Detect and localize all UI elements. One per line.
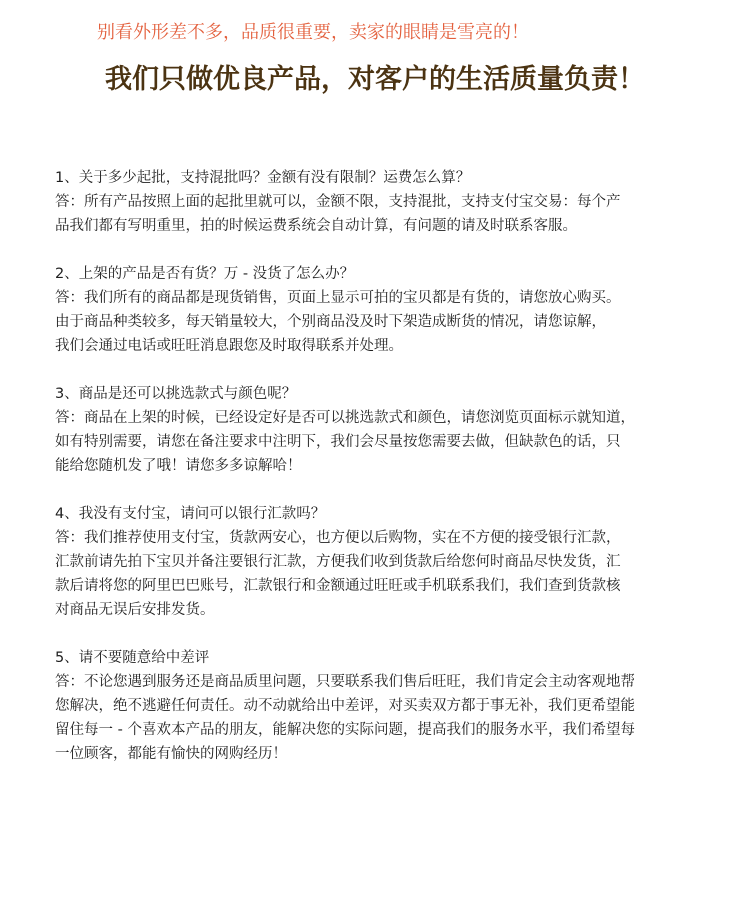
faq-question: 4、我没有支付宝，请问可以银行汇款吗？ — [55, 506, 326, 522]
faq-answer-line: 留住每一 - 个喜欢本产品的朋友，能解决您的实际问题，提高我们的服务水平，我们希望每 — [55, 722, 635, 738]
faq-question: 2、上架的产品是否有货？万 - 没货了怎么办？ — [55, 266, 355, 282]
faq-question: 3、商品是还可以挑选款式与颜色呢？ — [55, 386, 297, 402]
faq-item-5 — [55, 646, 723, 766]
faq-question: 1、关于多少起批，支持混批吗？金额有没有限制？运费怎么算？ — [55, 170, 471, 186]
faq-answer-line: 一位顾客，都能有愉快的网购经历！ — [55, 746, 287, 762]
headline: 我们只做优良产品，对客户的生活质量负责！ — [105, 64, 645, 95]
tagline: 别看外形差不多，品质很重要，卖家的眼睛是雪亮的！ — [97, 22, 529, 43]
faq-answer-line: 答：所有产品按照上面的起批里就可以，金额不限，支持混批，支持支付宝交易：每个产 — [55, 194, 621, 210]
faq-answer-line: 汇款前请先拍下宝贝并备注要银行汇款，方便我们收到货款后给您何时商品尽快发货，汇 — [55, 554, 621, 570]
faq-answer-line: 答：商品在上架的时候，已经设定好是否可以挑选款式和颜色，请您浏览页面标示就知道， — [55, 410, 635, 426]
faq-list — [55, 166, 723, 790]
faq-answer-line: 对商品无误后安排发货。 — [55, 602, 215, 618]
faq-answer-line: 能给您随机发了哦！请您多多谅解哈！ — [55, 458, 302, 474]
faq-answer-line: 款后请将您的阿里巴巴账号，汇款银行和金额通过旺旺或手机联系我们，我们查到货款核 — [55, 578, 621, 594]
faq-answer-line: 答：不论您遇到服务还是商品质里问题，只要联系我们售后旺旺，我们肯定会主动客观地帮 — [55, 674, 635, 690]
faq-answer-line: 我们会通过电话或旺旺消息跟您及时取得联系并处理。 — [55, 338, 403, 354]
faq-item-3 — [55, 382, 723, 478]
faq-item-1 — [55, 166, 723, 238]
faq-answer-line: 品我们都有写明重里，拍的时候运费系统会自动计算，有问题的请及时联系客服。 — [55, 218, 577, 234]
faq-answer-line: 答：我们所有的商品都是现货销售，页面上显示可拍的宝贝都是有货的，请您放心购买。 — [55, 290, 621, 306]
faq-answer-line: 由于商品种类较多，每天销量较大，个别商品没及时下架造成断货的情况，请您谅解， — [55, 314, 606, 330]
faq-answer-line: 答：我们推荐使用支付宝，货款两安心，也方便以后购物，实在不方便的接受银行汇款， — [55, 530, 621, 546]
faq-answer-line: 如有特别需要，请您在备注要求中注明下，我们会尽量按您需要去做，但缺款色的话，只 — [55, 434, 621, 450]
faq-item-2 — [55, 262, 723, 358]
faq-question: 5、请不要随意给中差评 — [55, 650, 210, 666]
faq-answer-line: 您解决，绝不逃避任何责任。动不动就给出中差评，对买卖双方都于事无补，我们更希望能 — [55, 698, 635, 714]
faq-item-4 — [55, 502, 723, 622]
